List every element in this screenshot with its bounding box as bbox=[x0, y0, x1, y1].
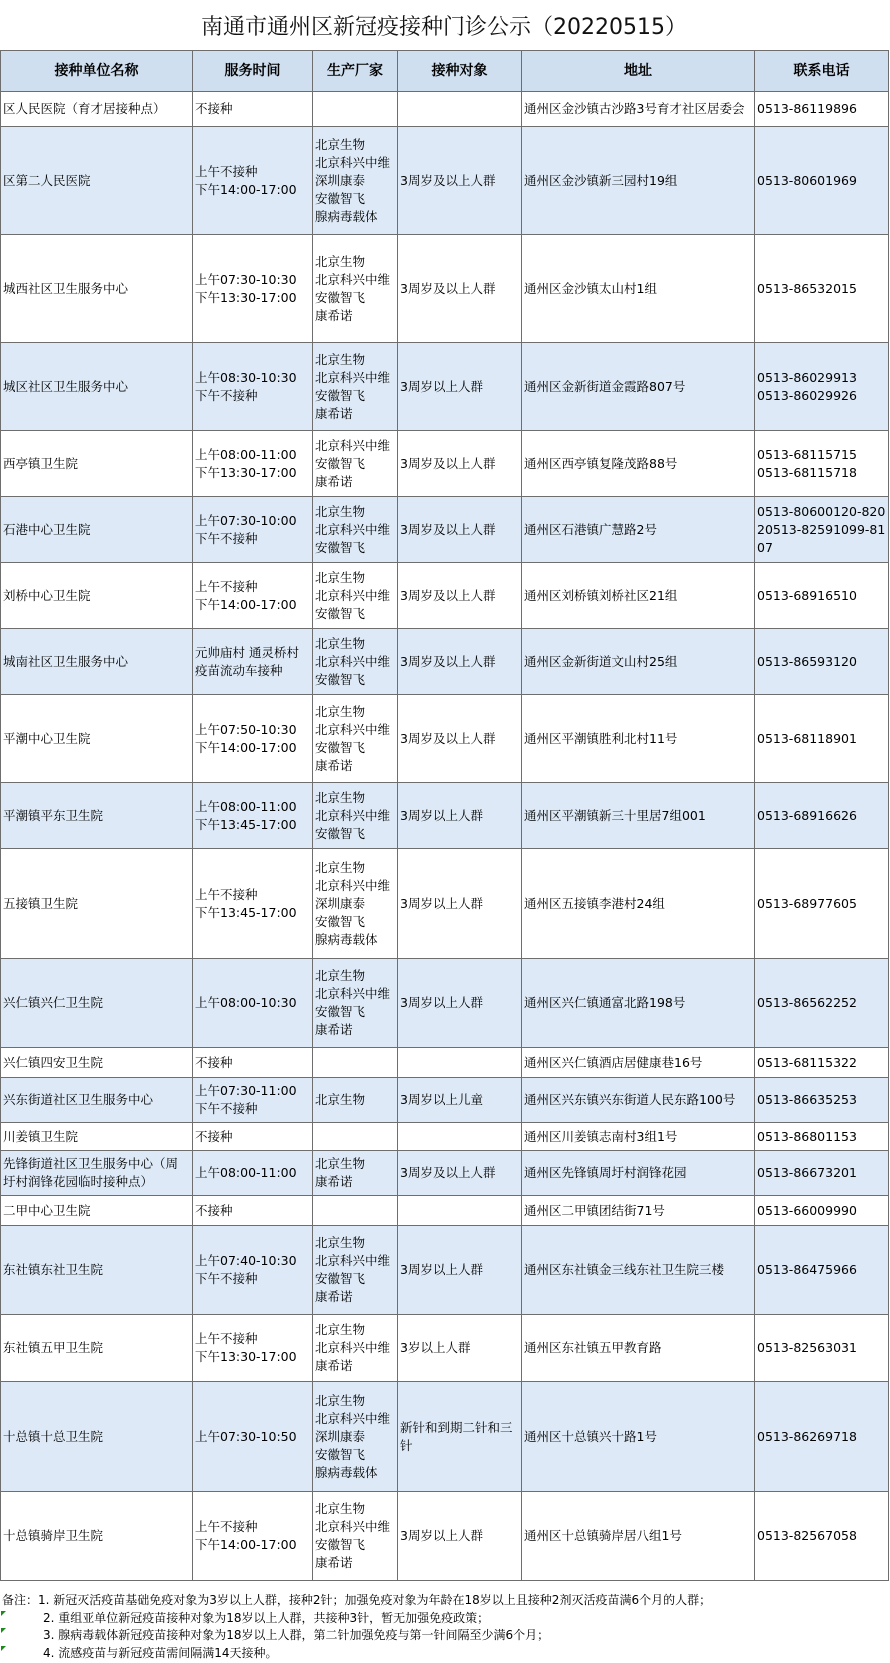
table-row bbox=[1, 1078, 889, 1123]
cell-address: 通州区十总镇兴十路1号 bbox=[522, 1382, 755, 1492]
cell-unit-name: 五接镇卫生院 bbox=[1, 849, 193, 959]
table-header-row bbox=[1, 51, 889, 92]
cell-manufacturer bbox=[313, 783, 398, 849]
cell-manufacturer bbox=[313, 343, 398, 431]
cell-manufacturer bbox=[313, 959, 398, 1048]
manufacturer-line: 安徽智飞 bbox=[315, 605, 366, 621]
cell-phone: 0513-86532015 bbox=[755, 235, 889, 343]
manufacturer-line: 安徽智飞 bbox=[315, 825, 366, 841]
manufacturer-line: 腺病毒载体 bbox=[315, 208, 378, 224]
time-line: 上午08:00-11:00 bbox=[195, 446, 297, 462]
time-line: 下午不接种 bbox=[195, 1271, 258, 1286]
cell-unit-name: 城区社区卫生服务中心 bbox=[1, 343, 193, 431]
cell-target-group: 3周岁及以上人群 bbox=[398, 563, 522, 629]
manufacturer-line: 康希诺 bbox=[315, 757, 353, 773]
note-line bbox=[0, 1627, 888, 1645]
cell-service-time bbox=[193, 1078, 313, 1123]
cell-unit-name: 兴仁镇兴仁卫生院 bbox=[1, 959, 193, 1048]
table-row bbox=[1, 783, 889, 849]
cell-service-time bbox=[193, 431, 313, 497]
time-line: 上午07:40-10:30 bbox=[195, 1253, 297, 1268]
time-line: 下午13:45-17:00 bbox=[195, 904, 297, 920]
manufacturer-line: 康希诺 bbox=[315, 1555, 353, 1570]
manufacturer-line: 康希诺 bbox=[315, 473, 353, 489]
cell-manufacturer bbox=[313, 235, 398, 343]
table-row bbox=[1, 497, 889, 563]
header-phone: 联系电话 bbox=[755, 51, 889, 92]
cell-unit-name: 兴仁镇四安卫生院 bbox=[1, 1048, 193, 1078]
manufacturer-line: 深圳康泰 bbox=[315, 1428, 366, 1444]
cell-unit-name: 区人民医院（育才居接种点） bbox=[1, 92, 193, 127]
cell-service-time bbox=[193, 563, 313, 629]
note-text: 3. 腺病毒载体新冠疫苗接种对象为18岁以上人群，第二针加强免疫与第一针间隔至少满6个月； bbox=[43, 1628, 550, 1642]
manufacturer-line: 北京生物 bbox=[315, 1235, 366, 1250]
cell-unit-name: 兴东街道社区卫生服务中心 bbox=[1, 1078, 193, 1123]
cell-unit-name: 东社镇五甲卫生院 bbox=[1, 1315, 193, 1382]
table-row bbox=[1, 92, 889, 127]
manufacturer-line: 北京科兴中维 bbox=[315, 986, 391, 1001]
header-address: 地址 bbox=[522, 51, 755, 92]
manufacturer-line: 北京生物 bbox=[315, 569, 366, 585]
manufacturer-line: 北京科兴中维 bbox=[315, 1519, 391, 1534]
cell-phone: 0513-66009990 bbox=[755, 1196, 889, 1226]
cell-target-group: 3周岁以上人群 bbox=[398, 959, 522, 1048]
manufacturer-line: 康希诺 bbox=[315, 307, 353, 323]
cell-service-time bbox=[193, 92, 313, 127]
cell-manufacturer bbox=[313, 695, 398, 783]
header-manufacturer: 生产厂家 bbox=[313, 51, 398, 92]
cell-unit-name: 西亭镇卫生院 bbox=[1, 431, 193, 497]
manufacturer-line: 北京科兴中维 bbox=[315, 587, 391, 603]
manufacturer-line: 北京科兴中维 bbox=[315, 154, 391, 170]
cell-unit-name: 十总镇十总卫生院 bbox=[1, 1382, 193, 1492]
cell-manufacturer bbox=[313, 1382, 398, 1492]
table-row bbox=[1, 1382, 889, 1492]
cell-target-group: 3周岁以上儿童 bbox=[398, 1078, 522, 1123]
cell-unit-name: 东社镇东社卫生院 bbox=[1, 1226, 193, 1315]
time-line: 下午14:00-17:00 bbox=[195, 181, 297, 197]
manufacturer-line: 安徽智飞 bbox=[315, 1446, 366, 1462]
table-row bbox=[1, 343, 889, 431]
table-row bbox=[1, 1226, 889, 1315]
manufacturer-line: 北京科兴中维 bbox=[315, 1410, 391, 1426]
cell-service-time bbox=[193, 343, 313, 431]
cell-service-time bbox=[193, 235, 313, 343]
manufacturer-line: 北京生物 bbox=[315, 1156, 366, 1171]
manufacturer-line: 康希诺 bbox=[315, 1358, 353, 1373]
time-line: 下午不接种 bbox=[195, 530, 258, 546]
cell-phone: 0513-68115715 0513-68115718 bbox=[755, 431, 889, 497]
time-line: 下午13:30-17:00 bbox=[195, 464, 297, 480]
manufacturer-line: 北京生物 bbox=[315, 789, 366, 805]
cell-manufacturer bbox=[313, 127, 398, 235]
cell-phone: 0513-80601969 bbox=[755, 127, 889, 235]
cell-manufacturer bbox=[313, 629, 398, 695]
manufacturer-line: 北京生物 bbox=[315, 136, 366, 152]
manufacturer-line: 康希诺 bbox=[315, 1022, 353, 1037]
manufacturer-line: 北京生物 bbox=[315, 703, 366, 719]
notes-section bbox=[0, 1592, 888, 1662]
note-line bbox=[0, 1610, 888, 1628]
page-title: 南通市通州区新冠疫接种门诊公示（20220515） bbox=[201, 14, 687, 40]
table-row bbox=[1, 235, 889, 343]
table-row bbox=[1, 695, 889, 783]
table-row bbox=[1, 1196, 889, 1226]
manufacturer-line: 安徽智飞 bbox=[315, 539, 366, 555]
manufacturer-line: 北京科兴中维 bbox=[315, 877, 391, 893]
time-line: 不接种 bbox=[195, 1128, 233, 1144]
cell-phone: 0513-82567058 bbox=[755, 1492, 889, 1581]
time-line: 下午不接种 bbox=[195, 387, 258, 403]
cell-marker-icon bbox=[1, 1646, 6, 1651]
table-body bbox=[1, 92, 889, 1581]
cell-address: 通州区东社镇金三线东社卫生院三楼 bbox=[522, 1226, 755, 1315]
cell-phone: 0513-86029913 0513-86029926 bbox=[755, 343, 889, 431]
time-line: 上午08:00-11:00 bbox=[195, 798, 297, 814]
cell-phone: 0513-80600120-82020513-82591099-8107 bbox=[755, 497, 889, 563]
manufacturer-line: 北京生物 bbox=[315, 635, 366, 651]
cell-unit-name: 二甲中心卫生院 bbox=[1, 1196, 193, 1226]
cell-phone: 0513-86119896 bbox=[755, 92, 889, 127]
cell-manufacturer bbox=[313, 92, 398, 127]
header-service-time: 服务时间 bbox=[193, 51, 313, 92]
time-line: 上午08:30-10:30 bbox=[195, 369, 297, 385]
cell-address: 通州区五接镇李港村24组 bbox=[522, 849, 755, 959]
cell-address: 通州区金沙镇古沙路3号育才社区居委会 bbox=[522, 92, 755, 127]
cell-address: 通州区平潮镇新三十里居7组001 bbox=[522, 783, 755, 849]
cell-target-group: 3周岁及以上人群 bbox=[398, 431, 522, 497]
cell-address: 通州区兴东镇兴东街道人民东路100号 bbox=[522, 1078, 755, 1123]
cell-unit-name: 川姜镇卫生院 bbox=[1, 1123, 193, 1151]
table-row bbox=[1, 849, 889, 959]
cell-address: 通州区十总镇骑岸居八组1号 bbox=[522, 1492, 755, 1581]
cell-manufacturer bbox=[313, 1123, 398, 1151]
cell-service-time bbox=[193, 1226, 313, 1315]
manufacturer-line: 北京科兴中维 bbox=[315, 807, 391, 823]
header-target-group: 接种对象 bbox=[398, 51, 522, 92]
cell-unit-name: 城西社区卫生服务中心 bbox=[1, 235, 193, 343]
cell-phone: 0513-86593120 bbox=[755, 629, 889, 695]
cell-phone: 0513-68118901 bbox=[755, 695, 889, 783]
cell-target-group: 3周岁及以上人群 bbox=[398, 235, 522, 343]
cell-unit-name: 先锋街道社区卫生服务中心（周圩村润锋花园临时接种点） bbox=[1, 1151, 193, 1196]
table-row bbox=[1, 959, 889, 1048]
table-row bbox=[1, 1048, 889, 1078]
cell-address: 通州区东社镇五甲教育路 bbox=[522, 1315, 755, 1382]
cell-target-group: 3周岁及以上人群 bbox=[398, 1151, 522, 1196]
note-line bbox=[0, 1592, 888, 1610]
cell-unit-name: 十总镇骑岸卫生院 bbox=[1, 1492, 193, 1581]
time-line: 上午08:00-10:30 bbox=[195, 995, 297, 1010]
cell-unit-name: 刘桥中心卫生院 bbox=[1, 563, 193, 629]
cell-address: 通州区石港镇广慧路2号 bbox=[522, 497, 755, 563]
cell-manufacturer bbox=[313, 431, 398, 497]
cell-unit-name: 平潮中心卫生院 bbox=[1, 695, 193, 783]
cell-address: 通州区兴仁镇通富北路198号 bbox=[522, 959, 755, 1048]
manufacturer-line: 北京生物 bbox=[315, 968, 366, 983]
time-line: 上午07:50-10:30 bbox=[195, 721, 297, 737]
time-line: 上午07:30-10:00 bbox=[195, 512, 297, 528]
cell-address: 通州区刘桥镇刘桥社区21组 bbox=[522, 563, 755, 629]
table-row bbox=[1, 431, 889, 497]
cell-service-time bbox=[193, 1048, 313, 1078]
cell-unit-name: 平潮镇平东卫生院 bbox=[1, 783, 193, 849]
cell-phone: 0513-68916510 bbox=[755, 563, 889, 629]
cell-service-time bbox=[193, 629, 313, 695]
time-line: 不接种 bbox=[195, 1202, 233, 1218]
cell-manufacturer bbox=[313, 497, 398, 563]
cell-service-time bbox=[193, 783, 313, 849]
table-row bbox=[1, 127, 889, 235]
cell-manufacturer bbox=[313, 1196, 398, 1226]
time-line: 上午07:30-10:50 bbox=[195, 1428, 297, 1444]
time-line: 下午14:00-17:00 bbox=[195, 739, 297, 755]
manufacturer-line: 康希诺 bbox=[315, 405, 353, 421]
cell-phone: 0513-86269718 bbox=[755, 1382, 889, 1492]
table-row bbox=[1, 1123, 889, 1151]
cell-manufacturer bbox=[313, 563, 398, 629]
cell-manufacturer bbox=[313, 1078, 398, 1123]
table-row bbox=[1, 1315, 889, 1382]
cell-address: 通州区平潮镇胜利北村11号 bbox=[522, 695, 755, 783]
cell-service-time bbox=[193, 497, 313, 563]
cell-phone: 0513-86673201 bbox=[755, 1151, 889, 1196]
time-line: 元帅庙村 通灵桥村 bbox=[195, 644, 299, 660]
cell-target-group: 3岁以上人群 bbox=[398, 1315, 522, 1382]
manufacturer-line: 腺病毒载体 bbox=[315, 931, 378, 947]
manufacturer-line: 康希诺 bbox=[315, 1174, 353, 1189]
time-line: 下午14:00-17:00 bbox=[195, 1537, 297, 1552]
cell-target-group: 3周岁以上人群 bbox=[398, 1492, 522, 1581]
note-text: 2. 重组亚单位新冠疫苗接种对象为18岁以上人群，共接种3针，暂无加强免疫政策； bbox=[43, 1610, 490, 1625]
cell-target-group: 3周岁以上人群 bbox=[398, 343, 522, 431]
time-line: 上午08:00-11:00 bbox=[195, 1165, 297, 1180]
time-line: 上午07:30-11:00 bbox=[195, 1083, 297, 1098]
manufacturer-line: 北京科兴中维 bbox=[315, 521, 391, 537]
cell-service-time bbox=[193, 1315, 313, 1382]
manufacturer-line: 康希诺 bbox=[315, 1289, 353, 1304]
clinic-table bbox=[0, 50, 889, 1581]
cell-service-time bbox=[193, 1492, 313, 1581]
time-line: 下午14:00-17:00 bbox=[195, 596, 297, 612]
cell-address: 通州区先锋镇周圩村润锋花园 bbox=[522, 1151, 755, 1196]
manufacturer-line: 北京科兴中维 bbox=[315, 1253, 391, 1268]
header-unit-name: 接种单位名称 bbox=[1, 51, 193, 92]
manufacturer-line: 安徽智飞 bbox=[315, 913, 366, 929]
manufacturer-line: 北京生物 bbox=[315, 351, 366, 367]
cell-target-group: 新针和到期二针和三针 bbox=[398, 1382, 522, 1492]
cell-address: 通州区兴仁镇酒店居健康巷16号 bbox=[522, 1048, 755, 1078]
manufacturer-line: 深圳康泰 bbox=[315, 172, 366, 188]
time-line: 上午不接种 bbox=[195, 1519, 258, 1534]
table-row bbox=[1, 1492, 889, 1581]
cell-phone: 0513-68916626 bbox=[755, 783, 889, 849]
cell-target-group: 3周岁以上人群 bbox=[398, 849, 522, 959]
cell-target-group bbox=[398, 1196, 522, 1226]
manufacturer-line: 北京科兴中维 bbox=[315, 271, 391, 287]
cell-manufacturer bbox=[313, 1315, 398, 1382]
cell-phone: 0513-86475966 bbox=[755, 1226, 889, 1315]
manufacturer-line: 北京生物 bbox=[315, 859, 366, 875]
manufacturer-line: 北京生物 bbox=[315, 253, 366, 269]
cell-target-group: 3周岁及以上人群 bbox=[398, 497, 522, 563]
cell-target-group: 3周岁以上人群 bbox=[398, 783, 522, 849]
cell-phone: 0513-68115322 bbox=[755, 1048, 889, 1078]
time-line: 下午不接种 bbox=[195, 1101, 258, 1116]
manufacturer-line: 安徽智飞 bbox=[315, 1004, 366, 1019]
time-line: 下午13:30-17:00 bbox=[195, 1349, 297, 1364]
manufacturer-line: 北京科兴中维 bbox=[315, 437, 391, 453]
manufacturer-line: 北京生物 bbox=[315, 1392, 366, 1408]
cell-phone: 0513-86801153 bbox=[755, 1123, 889, 1151]
time-line: 下午13:30-17:00 bbox=[195, 289, 297, 305]
table-row bbox=[1, 563, 889, 629]
manufacturer-line: 深圳康泰 bbox=[315, 895, 366, 911]
manufacturer-line: 安徽智飞 bbox=[315, 387, 366, 403]
manufacturer-line: 北京科兴中维 bbox=[315, 721, 391, 737]
time-line: 上午不接种 bbox=[195, 1331, 258, 1346]
manufacturer-line: 安徽智飞 bbox=[315, 289, 366, 305]
manufacturer-line: 北京科兴中维 bbox=[315, 653, 391, 669]
manufacturer-line: 北京科兴中维 bbox=[315, 369, 391, 385]
cell-manufacturer bbox=[313, 849, 398, 959]
time-line: 上午不接种 bbox=[195, 578, 258, 594]
cell-service-time bbox=[193, 959, 313, 1048]
cell-target-group bbox=[398, 92, 522, 127]
manufacturer-line: 北京生物 bbox=[315, 503, 366, 519]
cell-target-group: 3周岁及以上人群 bbox=[398, 695, 522, 783]
cell-phone: 0513-82563031 bbox=[755, 1315, 889, 1382]
manufacturer-line: 北京科兴中维 bbox=[315, 1340, 391, 1355]
cell-address: 通州区金沙镇太山村1组 bbox=[522, 235, 755, 343]
time-line: 上午07:30-10:30 bbox=[195, 271, 297, 287]
table-row bbox=[1, 1151, 889, 1196]
cell-target-group: 3周岁及以上人群 bbox=[398, 629, 522, 695]
manufacturer-line: 北京生物 bbox=[315, 1322, 366, 1337]
cell-target-group bbox=[398, 1048, 522, 1078]
cell-marker-icon bbox=[1, 1611, 6, 1616]
manufacturer-line: 腺病毒载体 bbox=[315, 1464, 378, 1480]
cell-service-time bbox=[193, 127, 313, 235]
cell-address: 通州区金新街道金霞路807号 bbox=[522, 343, 755, 431]
cell-service-time bbox=[193, 849, 313, 959]
cell-address: 通州区川姜镇志南村3组1号 bbox=[522, 1123, 755, 1151]
note-text: 备注：1. 新冠灭活疫苗基础免疫对象为3岁以上人群，接种2针；加强免疫对象为年龄在18岁以上且接种2剂灭活疫苗满6个月的人群； bbox=[2, 1593, 712, 1607]
manufacturer-line: 安徽智飞 bbox=[315, 739, 366, 755]
cell-target-group bbox=[398, 1123, 522, 1151]
manufacturer-line: 安徽智飞 bbox=[315, 1271, 366, 1286]
cell-marker-icon bbox=[1, 1628, 6, 1633]
cell-unit-name: 城南社区卫生服务中心 bbox=[1, 629, 193, 695]
cell-address: 通州区金新街道文山村25组 bbox=[522, 629, 755, 695]
cell-phone: 0513-86635253 bbox=[755, 1078, 889, 1123]
manufacturer-line: 安徽智飞 bbox=[315, 455, 366, 471]
cell-service-time bbox=[193, 1123, 313, 1151]
cell-service-time bbox=[193, 1196, 313, 1226]
cell-phone: 0513-86562252 bbox=[755, 959, 889, 1048]
time-line: 疫苗流动车接种 bbox=[195, 662, 283, 678]
note-text: 4. 流感疫苗与新冠疫苗需间隔满14天接种。 bbox=[43, 1645, 278, 1660]
table-row bbox=[1, 629, 889, 695]
cell-manufacturer bbox=[313, 1492, 398, 1581]
cell-service-time bbox=[193, 1382, 313, 1492]
note-line bbox=[0, 1645, 888, 1663]
manufacturer-line: 安徽智飞 bbox=[315, 190, 366, 206]
cell-address: 通州区西亭镇复隆茂路88号 bbox=[522, 431, 755, 497]
time-line: 上午不接种 bbox=[195, 163, 258, 179]
cell-address: 通州区二甲镇团结街71号 bbox=[522, 1196, 755, 1226]
cell-service-time bbox=[193, 1151, 313, 1196]
cell-phone: 0513-68977605 bbox=[755, 849, 889, 959]
cell-unit-name: 石港中心卫生院 bbox=[1, 497, 193, 563]
cell-manufacturer bbox=[313, 1226, 398, 1315]
time-line: 下午13:45-17:00 bbox=[195, 816, 297, 832]
cell-manufacturer bbox=[313, 1151, 398, 1196]
manufacturer-line: 北京生物 bbox=[315, 1501, 366, 1516]
cell-target-group: 3周岁及以上人群 bbox=[398, 127, 522, 235]
cell-unit-name: 区第二人民医院 bbox=[1, 127, 193, 235]
cell-service-time bbox=[193, 695, 313, 783]
cell-manufacturer bbox=[313, 1048, 398, 1078]
time-line: 不接种 bbox=[195, 1054, 233, 1070]
manufacturer-line: 安徽智飞 bbox=[315, 671, 366, 687]
manufacturer-line: 安徽智飞 bbox=[315, 1537, 366, 1552]
time-line: 不接种 bbox=[195, 101, 233, 116]
cell-target-group: 3周岁以上人群 bbox=[398, 1226, 522, 1315]
time-line: 上午不接种 bbox=[195, 886, 258, 902]
cell-address: 通州区金沙镇新三园村19组 bbox=[522, 127, 755, 235]
manufacturer-line: 北京生物 bbox=[315, 1092, 366, 1107]
